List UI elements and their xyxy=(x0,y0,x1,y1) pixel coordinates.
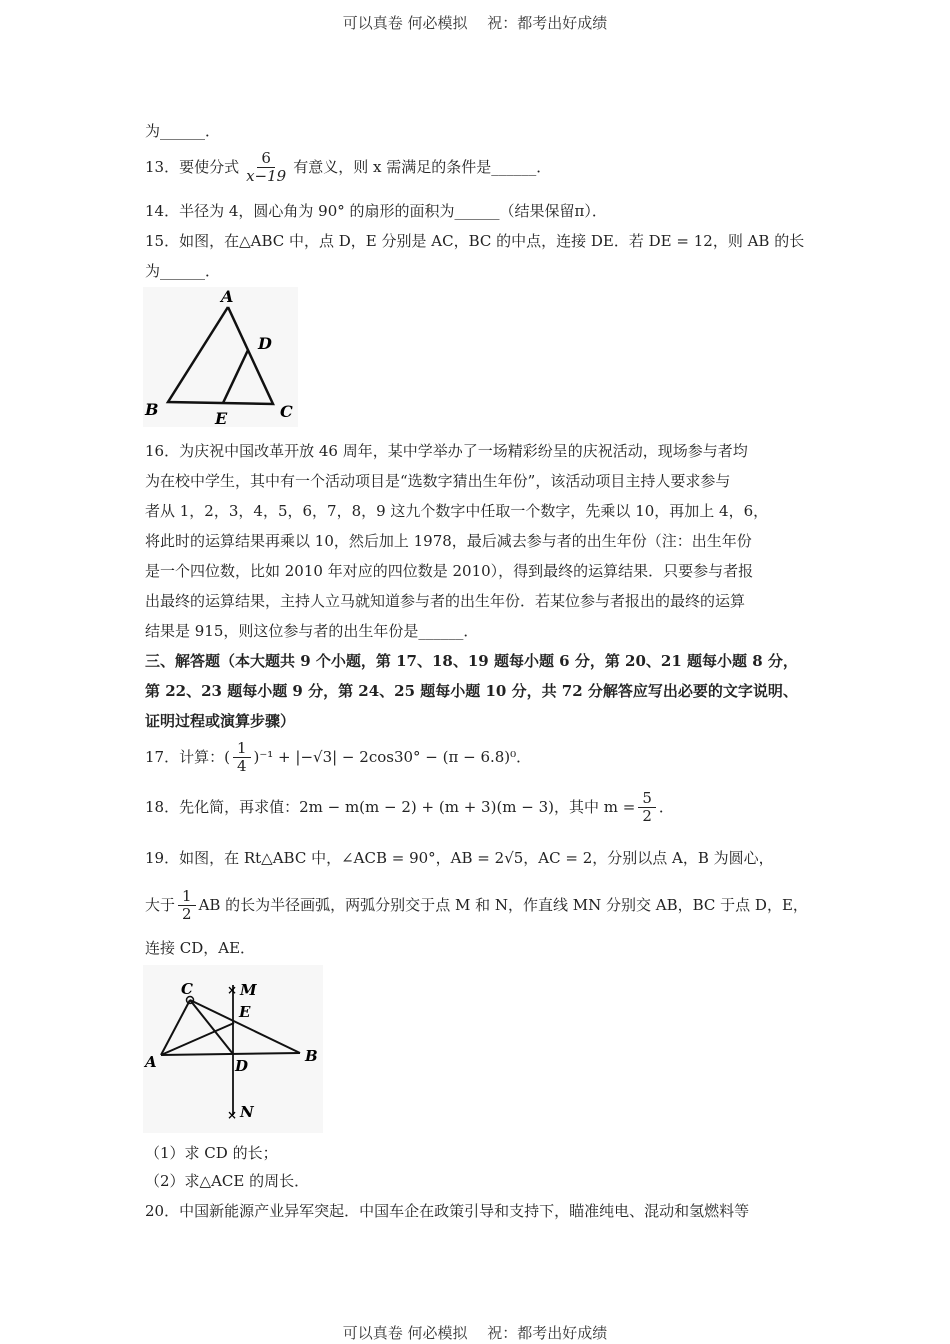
q16-line6: 出最终的运算结果，主持人立马就知道参与者的出生年份．若某位参与者报出的最终的运算 xyxy=(145,592,746,610)
label-d: D xyxy=(258,334,272,353)
section3-line2: 第 22、23 题每小题 9 分，第 24、25 题每小题 10 分，共 72 分解答应写出必要的文字说明、 xyxy=(145,682,798,700)
svg-text:×: × xyxy=(227,1108,238,1122)
q19-line2-prefix: 大于 xyxy=(145,895,176,914)
q12-tail: 为______． xyxy=(145,122,221,140)
q19-sub2: （2）求△ACE 的周长． xyxy=(145,1172,310,1190)
label-b: B xyxy=(305,1047,318,1065)
q16-line3: 者从 1，2，3，4，5，6，7，8，9 这九个数字中任取一个数字，先乘以 10，再加上 4，6， xyxy=(145,502,769,520)
triangle-abc-figure xyxy=(143,287,298,427)
q16-line2: 为在校中学生，其中有一个活动项目是“选数字猜出生年份”，该活动项目主持人要求参与 xyxy=(145,472,731,490)
label-c: C xyxy=(280,402,293,421)
label-c: C xyxy=(181,980,193,998)
label-d: D xyxy=(235,1057,249,1075)
q18-fraction xyxy=(638,790,656,826)
svg-text:×: × xyxy=(227,983,238,997)
q19-line3: 连接 CD，AE． xyxy=(145,939,256,957)
section3-line3: 证明过程或演算步骤） xyxy=(145,712,296,730)
q17-denominator: 4 xyxy=(236,757,247,776)
q19-numerator: 1 xyxy=(178,888,196,906)
label-m: M xyxy=(240,981,257,999)
question-14: 14．半径为 4，圆心角为 90° 的扇形的面积为______（结果保留π）． xyxy=(145,202,607,220)
label-n: N xyxy=(240,1103,254,1121)
q17-numerator: 1 xyxy=(233,740,251,758)
q16-line5: 是一个四位数，比如 2010 年对应的四位数是 2010），得到最终的运算结果．只要参与者报 xyxy=(145,562,754,580)
question-15-line2: 为______． xyxy=(145,262,221,280)
label-e: E xyxy=(215,409,228,427)
q18-suffix: ． xyxy=(658,797,674,816)
question-20: 20．中国新能源产业异军突起．中国车企在政策引导和支持下，瞄准纯电、混动和氢燃料等 xyxy=(145,1202,750,1220)
q19-line2-suffix: AB 的长为半径画弧，两弧分别交于点 M 和 N，作直线 MN 分别交 AB，BC 于点 D，E， xyxy=(198,895,808,914)
q19-denominator: 2 xyxy=(182,905,192,924)
label-a: A xyxy=(221,287,234,306)
page-header: 可以真卷 何必模拟 祝：都考出好成绩 xyxy=(342,14,608,32)
label-a: A xyxy=(145,1053,157,1071)
q19-sub1: （1）求 CD 的长； xyxy=(145,1144,278,1162)
question-13 xyxy=(145,150,551,186)
page-footer: 可以真卷 何必模拟 祝：都考出好成绩 xyxy=(342,1324,608,1342)
q18-numerator: 5 xyxy=(638,790,656,808)
q17-rest: )⁻¹ + |−√3| − 2cos30° − (π − 6.8)⁰． xyxy=(253,747,532,766)
q16-line4: 将此时的运算结果再乘以 10，然后加上 1978，最后减去参与者的出生年份（注：出生年份 xyxy=(145,532,752,550)
q19-fraction xyxy=(178,888,196,924)
label-b: B xyxy=(145,400,159,419)
q16-line1: 16．为庆祝中国改革开放 46 周年，某中学举办了一场精彩纷呈的庆祝活动，现场参与者均 xyxy=(145,442,748,460)
q13-fraction xyxy=(242,150,290,186)
q19-line2 xyxy=(145,888,808,924)
question-18 xyxy=(145,790,674,826)
q13-denominator: x−19 xyxy=(246,167,287,186)
q18-prefix: 18．先化简，再求值：2m − m(m − 2) + (m + 3)(m − 3)，其中 m = xyxy=(145,797,636,816)
section3-line1: 三、解答题（本大题共 9 个小题，第 17、18、19 题每小题 6 分，第 20、21 题每小题 8 分， xyxy=(145,652,798,670)
q13-suffix: 有意义，则 x 需满足的条件是______． xyxy=(293,157,552,176)
question-17 xyxy=(145,740,531,776)
triangle-construction-figure xyxy=(143,965,323,1133)
q17-fraction xyxy=(233,740,251,776)
q13-prefix: 13．要使分式 xyxy=(145,157,240,176)
q16-line7: 结果是 915，则这位参与者的出生年份是______． xyxy=(145,622,479,640)
question-15-line1: 15．如图，在△ABC 中，点 D，E 分别是 AC，BC 的中点，连接 DE．若 DE = 12，则 AB 的长 xyxy=(145,232,805,250)
q19-line1: 19．如图，在 Rt△ABC 中，∠ACB = 90°，AB = 2√5，AC = 2，分别以点 A，B 为圆心， xyxy=(145,849,774,867)
label-e: E xyxy=(239,1003,251,1021)
q18-denominator: 2 xyxy=(642,807,652,826)
q17-prefix: 17．计算：( xyxy=(145,747,230,766)
q13-numerator: 6 xyxy=(257,150,275,168)
